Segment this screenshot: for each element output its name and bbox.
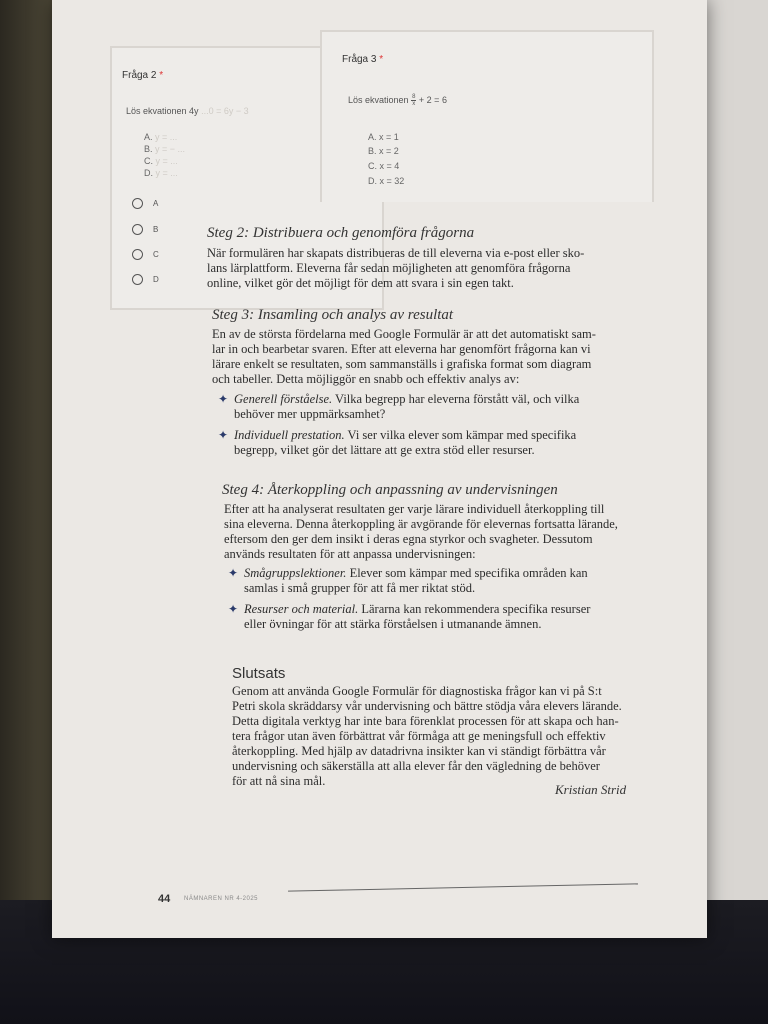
step-2-body: När formulären har skapats distribueras de till eleverna via e-post eller sko- lans lärplattform. Eleverna får sedan möjligheten att genomföra frågorna online, vilket gör det möjligt för dem att svara i sin egen takt. (207, 246, 585, 290)
footer-rule (288, 883, 638, 891)
quiz-card-question-3 (320, 30, 654, 202)
question-3-title: Fråga 3 * (342, 54, 384, 65)
radio-circle[interactable] (132, 249, 143, 260)
star-bullet-icon: ✦ (218, 392, 229, 406)
step-3-heading: Steg 3: Insamling och analys av resultat (212, 307, 454, 323)
radio-option-a[interactable]: A (132, 198, 158, 209)
question-2-option-d: D. y = ... (144, 168, 178, 178)
question-3-option-c: C. x = 4 (368, 161, 400, 171)
radio-circle[interactable] (132, 274, 143, 285)
question-2-text: Lös ekvationen 4y ...0 = 6y − 3 (126, 106, 249, 116)
question-3-option-d: D. x = 32 (368, 176, 405, 186)
step-3-bullet-2: ✦ Individuell prestation. Vi ser vilka elever som kämpar med specifika begrepp, vilket gör det lättare att ge extra stöd eller resurser. (218, 428, 577, 457)
question-3-option-a: A. x = 1 (368, 132, 399, 142)
step-2-heading: Steg 2: Distribuera och genomföra frågorna (207, 225, 475, 241)
star-bullet-icon: ✦ (228, 566, 239, 580)
question-2-option-a: A. y = ... (144, 132, 178, 142)
magazine-name: NÄMNAREN NR 4-2025 (184, 896, 259, 902)
question-3-text: Lös ekvationen $\frac{8}{x}$ + 2 = 6 (348, 94, 447, 107)
star-bullet-icon: ✦ (218, 428, 229, 442)
page-number: 44 (158, 893, 171, 905)
step-4-body: Efter att ha analyserat resultaten ger varje lärare individuell återkoppling till sina eleverna. Denna återkoppling är avgörande för elevernas fortsatta lärande, eftersom den ger dem insikt i deras egna styrkor och svagheter. Dessutom används resultaten för att anpassa undervisningen: (224, 502, 618, 561)
step-3-bullet-1: ✦ Generell förståelse. Vilka begrepp har eleverna förstått väl, och vilka behöver mer uppmärksamhet? (218, 392, 580, 421)
next-page-edge (700, 0, 768, 900)
step-4-bullet-1: ✦ Smågruppslektioner. Elever som kämpar med specifika områden kan samlas i små grupper för att få mer riktat stöd. (228, 566, 588, 595)
radio-circle[interactable] (132, 198, 143, 209)
radio-circle[interactable] (132, 224, 143, 235)
step-4-bullet-2: ✦ Resurser och material. Lärarna kan rekommendera specifika resurser eller övningar för att stärka förståelsen i utmanande ämnen. (228, 602, 591, 631)
radio-option-c[interactable]: C (132, 249, 159, 260)
radio-option-d[interactable]: D (132, 274, 159, 285)
question-2-option-c: C. y = ... (144, 156, 178, 166)
step-3-body: En av de största fördelarna med Google Formulär är att det automatiskt sam- lar in och bearbetar svaren. Efter att eleverna har genomfört frågorna kan vi lärare enkelt se resultaten, som sammanställs i grafiska format som diagram och tabeller. Detta möjliggör en snabb och effektiv analys av: (212, 327, 596, 386)
question-2-option-b: B. y = − ... (144, 144, 186, 154)
author-signature: Kristian Strid (555, 782, 627, 797)
step-4-heading: Steg 4: Återkoppling och anpassning av undervisningen (222, 482, 558, 498)
question-3-option-b: B. x = 2 (368, 146, 399, 156)
conclusion-body: Genom att använda Google Formulär för diagnostiska frågor kan vi på S:t Petri skola skräddarsy vår undervisning och bättre stödja våra elevers lärande. Detta digitala verktyg har inte bara förenklat processen för att skapa och han- tera frågor utan även förbättrat vår förmåga att ge meningsfull och effektiv återkoppling. Med hjälp av datadrivna insikter kan vi ständigt förbättra vår undervisning och säkerställa att alla elever får den vägledning de behöver för att nå sina mål. (232, 684, 622, 788)
question-2-title: Fråga 2 * (122, 70, 164, 81)
fraction: $\frac{8}{x}$ (412, 94, 416, 107)
radio-option-b[interactable]: B (132, 224, 158, 235)
conclusion-heading: Slutsats (232, 665, 286, 682)
star-bullet-icon: ✦ (228, 602, 239, 616)
magazine-page (52, 0, 707, 938)
